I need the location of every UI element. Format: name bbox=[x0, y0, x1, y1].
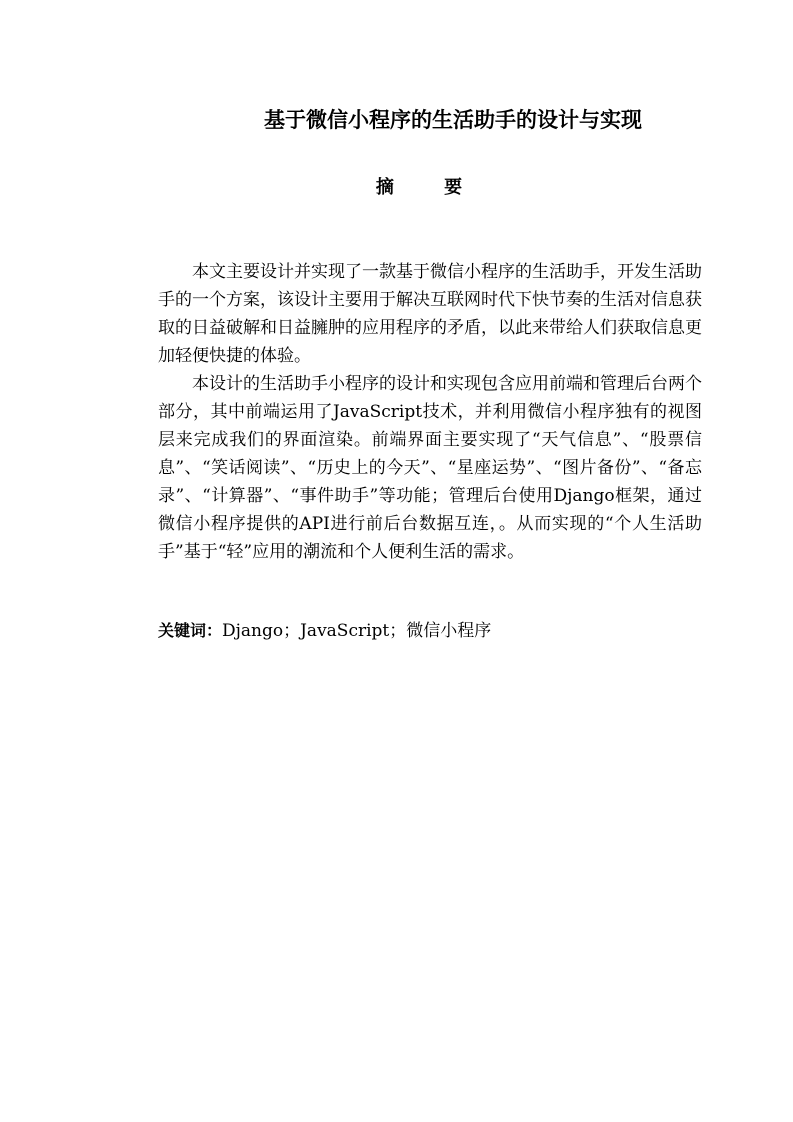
keywords-label: 关键词： bbox=[158, 621, 223, 640]
abstract-paragraph-1: 本文主要设计并实现了一款基于微信小程序的生活助手，开发生活助手的一个方案，该设计主要用于解决互联网时代下快节奏的生活对信息获取的日益破解和日益臃肿的应用程序的矛盾，以此来带给人们获取信息更加轻便快捷的体验。 bbox=[158, 262, 702, 366]
abstract-paragraph-2: 本设计的生活助手小程序的设计和实现包含应用前端和管理后台两个部分，其中前端运用了JavaScript技术，并利用微信小程序独有的视图层来完成我们的界面渲染。前端界面主要实现了“天气信息”、“股票信息”、“笑话阅读”、“历史上的今天”、“星座运势”、“图片备份”、“备忘录”、“计算器”、“事件助手”等功能；管理后台使用Django框架，通过微信小程序提供的API进行前后台数据互连，。从而实现的“个人生活助手”基于“轻”应用的潮流和个人便利生活的需求。 bbox=[158, 374, 702, 562]
abstract-body bbox=[158, 258, 702, 566]
abstract-heading: 摘 要 bbox=[375, 177, 485, 198]
keywords-text: Django；JavaScript；微信小程序 bbox=[222, 621, 492, 641]
document-title: 基于微信小程序的生活助手的设计与实现 bbox=[264, 108, 642, 132]
keywords-line bbox=[158, 617, 702, 645]
